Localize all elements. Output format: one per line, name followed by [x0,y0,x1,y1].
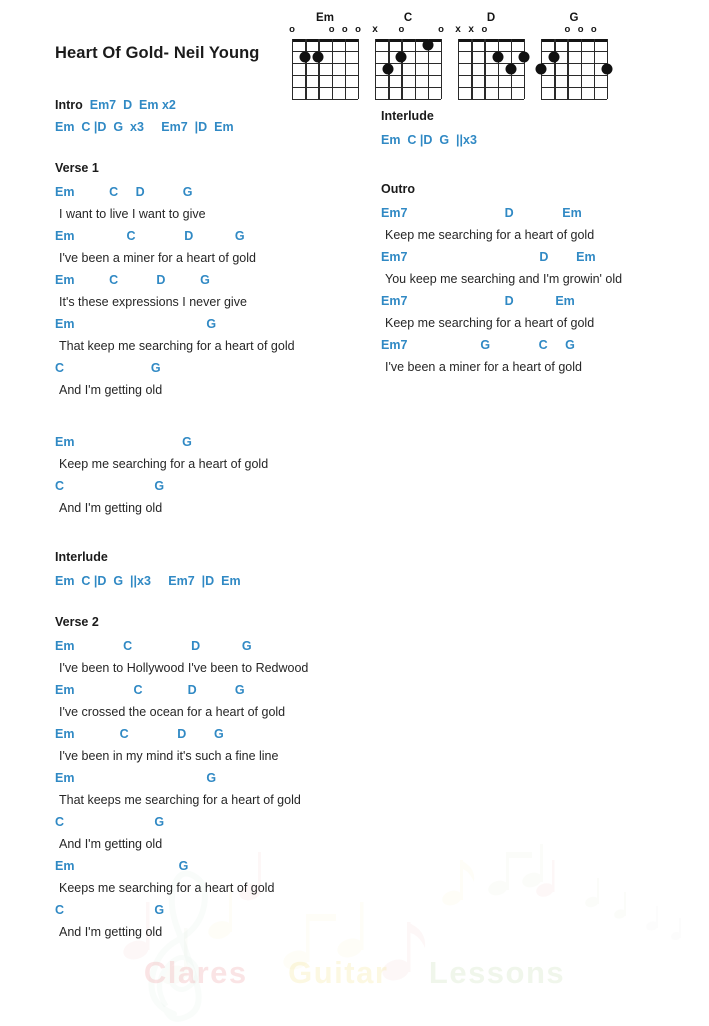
outro-lyric-1: Keep me searching for a heart of gold [385,228,595,242]
verse2-lyric-6: Keeps me searching for a heart of gold [59,881,275,895]
chord-marks-em [289,24,364,39]
chorus-lyric-2: And I'm getting old [59,501,163,515]
muted-string-icon: x [468,24,474,35]
open-string-icon: o [577,24,584,35]
verse1-chords-3: Em C D G [55,273,210,287]
string-line [292,39,293,99]
outro-chords-2: Em7 D Em [381,250,596,264]
finger-dot [602,64,613,75]
chord-diagram-name-g: G [569,12,579,24]
fret-line [458,87,524,88]
finger-dot [549,52,560,63]
open-string-icon: o [289,24,295,35]
verse2-chords-2: Em C D G [55,683,245,697]
verse2-chords-3: Em C D G [55,727,224,741]
fret-line [292,75,358,76]
finger-dot [313,52,324,63]
fretboard-grid-c [375,39,441,99]
chord-marks-c [372,24,447,39]
verse2-chords-1: Em C D G [55,639,252,653]
verse1-label: Verse 1 [55,161,99,175]
fret-line [375,87,441,88]
chord-diagram-name-em: Em [316,12,334,24]
nut [292,39,358,42]
string-line [484,39,485,99]
verse2-chords-5: C G [55,815,165,829]
watermark-word-3: Lessons [428,955,566,990]
chord-diagram-row [289,12,613,99]
chord-diagram-g [541,12,613,99]
open-string-icon: o [398,24,405,35]
verse1-section [55,160,375,401]
verse1-chords-5: C G [55,361,161,375]
string-line [318,39,319,99]
interlude-right-section [381,108,701,151]
chord-marks-g [541,25,613,39]
fretboard-grid-em [292,39,358,99]
verse2-lyric-3: I've been in my mind it's such a fine line [59,749,279,763]
fretboard-grid-d [458,39,524,99]
string-line [524,39,525,99]
left-column [55,94,375,943]
chord-diagram-em [289,12,364,99]
finger-dot [383,64,394,75]
string-line [375,39,376,99]
interlude-left-chords: Em C |D G ||x3 Em7 |D Em [55,574,241,588]
finger-dot [492,52,503,63]
verse1-lines [55,181,375,401]
verse2-chords-7: C G [55,903,165,917]
verse1-lyric-5: And I'm getting old [59,383,163,397]
outro-chords-1: Em7 D Em [381,206,582,220]
fret-line [458,99,524,100]
fret-line [541,87,607,88]
string-line [358,39,359,99]
open-string-icon: o [481,24,488,35]
song-title: Heart Of Gold- Neil Young [55,44,260,62]
chorus-lines [55,431,375,519]
string-line [498,39,499,99]
nut [458,39,524,42]
fret-line [375,99,441,100]
outro-chords-4: Em7 G C G [381,338,575,352]
verse2-lyric-4: That keeps me searching for a heart of gold [59,793,301,807]
open-string-icon: o [328,24,335,35]
watermark-word-2: Guitar [288,955,389,990]
string-line [581,39,582,99]
interlude-left-label: Interlude [55,550,108,564]
watermark-text [0,955,709,991]
fretboard-grid-g [541,39,607,99]
finger-dot [505,64,516,75]
interlude-right-label: Interlude [381,109,434,123]
open-string-icon: o [590,24,597,35]
string-line [594,39,595,99]
verse1-lyric-4: That keep me searching for a heart of gold [59,339,295,353]
outro-lines [381,202,701,378]
open-string-icon: o [341,24,348,35]
string-line [554,39,555,99]
chorus-chords-1: Em G [55,435,192,449]
finger-dot [422,40,433,51]
fret-line [292,87,358,88]
string-line [441,39,442,99]
verse2-lyric-2: I've crossed the ocean for a heart of gold [59,705,286,719]
interlude-right-chords: Em C |D G ||x3 [381,133,477,147]
chord-diagram-name-d: D [486,12,496,24]
finger-dot [396,52,407,63]
verse2-lyric-7: And I'm getting old [59,925,163,939]
verse1-chords-4: Em G [55,317,217,331]
intro-label: Intro [55,98,83,112]
fret-line [458,51,524,52]
string-line [415,39,416,99]
verse2-lines [55,635,375,943]
string-line [567,39,568,99]
fret-line [375,51,441,52]
outro-label: Outro [381,182,416,196]
muted-string-icon: x [455,24,461,35]
string-line [305,39,306,99]
fret-line [458,75,524,76]
string-line [401,39,402,99]
outro-lyric-4: I've been a miner for a heart of gold [385,360,582,374]
verse2-chords-4: Em G [55,771,217,785]
verse1-lyric-2: I've been a miner for a heart of gold [59,251,256,265]
fret-line [541,75,607,76]
right-column [381,108,701,378]
verse1-chords-1: Em C D G [55,185,193,199]
verse1-lyric-1: I want to live I want to give [59,207,206,221]
chord-diagram-c [372,12,447,99]
string-line [345,39,346,99]
finger-dot [300,52,311,63]
watermark-word-1: Clares [143,955,248,990]
intro-chords-line-1: Em7 D Em x2 [89,98,176,112]
verse1-chords-2: Em C D G [55,229,245,243]
outro-lyric-2: You keep me searching and I'm growin' old [385,272,623,286]
chorus-lyric-1: Keep me searching for a heart of gold [59,457,269,471]
intro-line-1 [55,94,375,116]
interlude-left-section [55,549,375,592]
outro-section [381,181,701,378]
string-line [471,39,472,99]
fret-line [375,75,441,76]
verse1-lyric-3: It's these expressions I never give [59,295,247,309]
open-string-icon: o [438,24,444,35]
fret-line [541,99,607,100]
finger-dot [536,64,547,75]
chorus-section [55,431,375,519]
verse2-label: Verse 2 [55,615,99,629]
verse2-lyric-1: I've been to Hollywood I've been to Redwood [59,661,309,675]
open-string-icon: o [564,24,571,35]
verse2-section [55,614,375,943]
verse2-chords-6: Em G [55,859,189,873]
outro-chords-3: Em7 D Em [381,294,575,308]
chord-diagram-name-c: C [403,12,413,24]
fret-line [292,63,358,64]
intro-chords-line-2: Em C |D G x3 Em7 |D Em [55,120,234,134]
fret-line [541,63,607,64]
string-line [332,39,333,99]
finger-dot [519,52,530,63]
outro-lyric-3: Keep me searching for a heart of gold [385,316,595,330]
nut [541,39,607,42]
chord-diagram-d [455,12,530,99]
verse2-lyric-5: And I'm getting old [59,837,163,851]
string-line [458,39,459,99]
intro-section [55,94,375,138]
chord-marks-d [455,24,530,39]
muted-string-icon: x [372,24,378,35]
chorus-chords-2: C G [55,479,165,493]
open-string-icon: o [355,24,361,35]
